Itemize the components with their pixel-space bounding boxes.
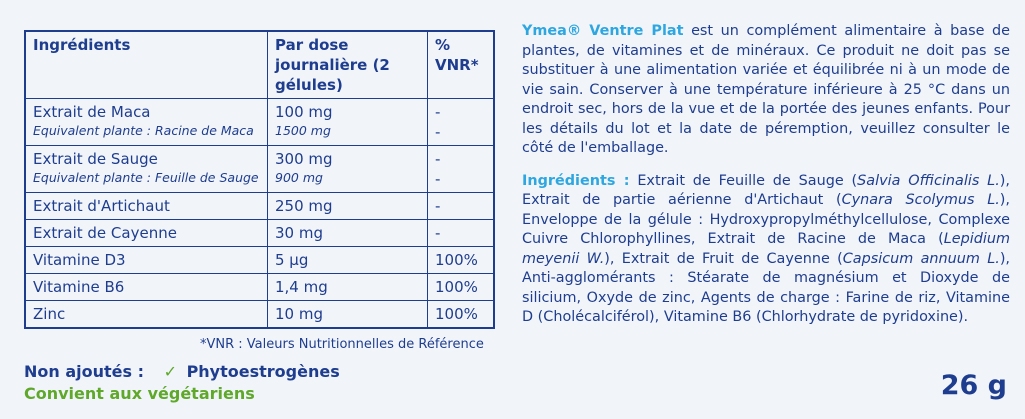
- dose-cell: [268, 146, 428, 193]
- no-added-item: Phytoestrogènes: [186, 362, 340, 381]
- dose-value: 10 mg: [268, 301, 428, 329]
- vnr-value: 100%: [428, 247, 495, 274]
- ingredients-text: ), Extrait de Fruit de Cayenne (: [604, 250, 843, 267]
- vnr-value: -: [435, 103, 441, 121]
- ingredient-name: Extrait de Cayenne: [25, 220, 268, 247]
- vnr-value: 100%: [428, 274, 495, 301]
- ingredient-name: Extrait d'Artichaut: [25, 193, 268, 220]
- dose-equivalent: 900 mg: [275, 170, 323, 185]
- dose-value: 100 mg: [275, 103, 333, 121]
- latin-name: Lepidium meyenii W.: [522, 231, 1010, 267]
- ingredient-name: Vitamine B6: [25, 274, 268, 301]
- dose-value: 30 mg: [268, 220, 428, 247]
- latin-name: Salvia Officinalis L.: [857, 172, 1000, 189]
- table-row: [25, 220, 494, 247]
- checkmark-icon: ✓: [163, 362, 177, 381]
- brand-name: Ymea® Ventre Plat: [522, 23, 684, 39]
- ingredient-name: Extrait de Maca: [33, 103, 151, 121]
- ingredients-text: Extrait de Feuille de Sauge (: [629, 172, 858, 189]
- vnr-value: -: [435, 150, 441, 168]
- description-intro: [522, 22, 1010, 159]
- vnr-value: -: [428, 220, 495, 247]
- dose-equivalent: 1500 mg: [275, 123, 331, 138]
- nutrition-table: [24, 30, 495, 329]
- vegetarian-claim: Convient aux végétariens: [24, 384, 255, 403]
- table-header-row: [25, 31, 494, 99]
- ingredient-name: Extrait de Sauge: [33, 150, 158, 168]
- dose-value: 1,4 mg: [268, 274, 428, 301]
- vnr-cell: [428, 146, 495, 193]
- net-weight: 26 g: [940, 370, 1007, 401]
- no-added-claim: [24, 362, 340, 381]
- vnr-value: -: [428, 193, 495, 220]
- ingredients-text: ), Enveloppe de la gélule : Hydroxypropylméthylcellulose, Complexe Cuivre Chlorophyllines, Extrait de Racine de Maca (: [522, 192, 1010, 247]
- header-ingredients: Ingrédients: [25, 31, 268, 99]
- vnr-equivalent: -: [435, 170, 441, 188]
- header-daily-dose: Par dose journalière (2 gélules): [268, 31, 428, 99]
- ingredients-label: Ingrédients :: [522, 172, 630, 189]
- vnr-cell: [428, 99, 495, 146]
- latin-name: Cynara Scolymus L.: [841, 192, 1000, 208]
- ingredient-cell: [25, 99, 268, 146]
- vnr-value: 100%: [428, 301, 495, 329]
- table-row: [25, 274, 494, 301]
- ingredient-name: Zinc: [25, 301, 268, 329]
- vnr-footnote: *VNR : Valeurs Nutritionnelles de Référence: [200, 337, 484, 352]
- table-row: [25, 193, 494, 220]
- ingredient-equivalent: Equivalent plante : Feuille de Sauge: [33, 170, 259, 185]
- dose-value: 300 mg: [275, 150, 333, 168]
- ingredient-name: Vitamine D3: [25, 247, 268, 274]
- ingredient-equivalent: Equivalent plante : Racine de Maca: [33, 123, 254, 138]
- dose-value: 5 µg: [268, 247, 428, 274]
- table-row: [25, 146, 494, 193]
- intro-text: est un complément alimentaire à base de plantes, de vitamines et de minéraux. Ce produit ne doit pas se substituer à une alimentation variée et équilibrée ni à un mode de vie sain. Conserver à une température inférieure à 25 °C dans un endroit sec, hors de la vue et de la portée des jeunes enfants. Pour les détails du lot et la date de péremption, veuillez consulter le côté de l'emballage.: [522, 23, 1010, 156]
- ingredients-text: ), Anti-agglomérants : Stéarate de magnésium et Dioxyde de silicium, Oxyde de zinc, Agents de charge : Farine de riz, Vitamine D (Cholécalciférol), Vitamine B6 (Chlorhydrate de pyridoxine).: [522, 250, 1011, 325]
- ingredients-list: [522, 172, 1010, 328]
- dose-value: 250 mg: [268, 193, 428, 220]
- product-description: [522, 22, 1010, 328]
- table-row: [25, 99, 494, 146]
- dose-cell: [268, 99, 428, 146]
- ingredients-text: ), Extrait de partie aérienne d'Artichaut (: [522, 172, 1010, 208]
- header-vnr: % VNR*: [428, 31, 495, 99]
- vnr-equivalent: -: [435, 123, 441, 141]
- table-row: [25, 247, 494, 274]
- no-added-label: Non ajoutés :: [24, 362, 144, 381]
- table-row: [25, 301, 494, 329]
- latin-name: Capsicum annuum L.: [842, 250, 1000, 267]
- ingredient-cell: [25, 146, 268, 193]
